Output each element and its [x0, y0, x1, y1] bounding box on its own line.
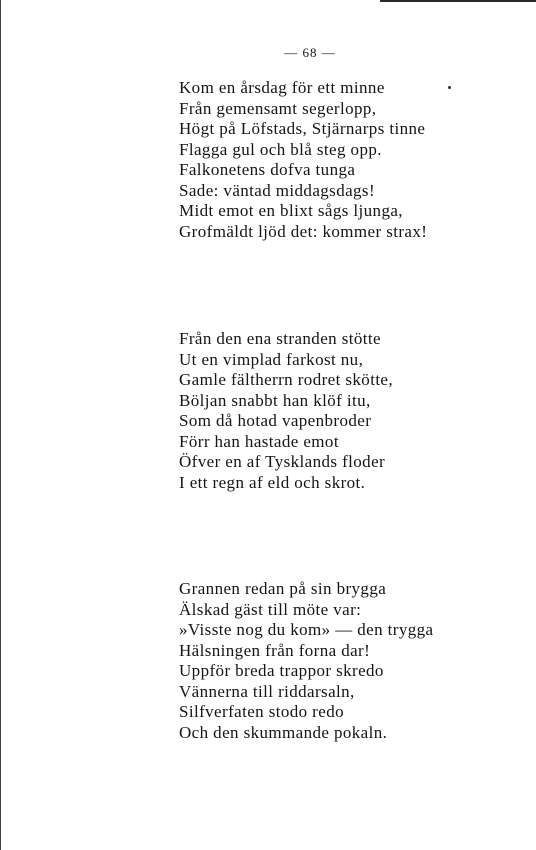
verse-line: »Visste nog du kom» — den trygga — [179, 620, 434, 639]
verse-line: Flagga gul och blå steg opp. — [179, 139, 382, 159]
verse-line: Vännerna till riddarsaln, — [179, 681, 355, 701]
verse-line: Sade: väntad middagsdags! — [179, 180, 376, 200]
left-edge-rule — [0, 0, 1, 850]
page-number: — 68 — — [284, 45, 336, 60]
verse-line: Och den skummande pokaln. — [179, 722, 388, 742]
top-edge-rule — [380, 0, 536, 2]
verse-line: Hälsningen från forna dar! — [179, 640, 371, 660]
verse-line: Som då hotad vapenbroder — [179, 411, 372, 430]
verse-line: I ett regn af eld och skrot. — [179, 472, 366, 492]
ink-speck — [448, 86, 451, 89]
stanza-1 — [179, 78, 427, 242]
verse-line: Uppför breda trappor skredo — [179, 661, 384, 680]
stanza-2 — [179, 329, 393, 493]
verse-line: Böljan snabbt han klöf itu, — [179, 390, 371, 410]
verse-line: Från den ena stranden stötte — [179, 329, 381, 348]
verse-line: Förr han hastade emot — [179, 431, 339, 451]
verse-line: Gamle fältherrn rodret skötte, — [179, 370, 394, 389]
verse-line: Grofmäldt ljöd det: kommer strax! — [179, 221, 428, 241]
verse-line: Grannen redan på sin brygga — [179, 579, 387, 598]
verse-line: Kom en årsdag för ett minne — [179, 78, 385, 97]
verse-line: Midt emot en blixt sågs ljunga, — [179, 201, 403, 220]
verse-line: Ut en vimplad farkost nu, — [179, 349, 364, 369]
verse-line: Högt på Löfstads, Stjärnarps tinne — [179, 119, 426, 138]
verse-line: Öfver en af Tysklands floder — [179, 452, 386, 471]
stanza-3 — [179, 579, 433, 743]
verse-line: Silfverfaten stodo redo — [179, 702, 344, 721]
verse-line: Falkonetens dofva tunga — [179, 160, 356, 179]
verse-line: Från gemensamt segerlopp, — [179, 98, 377, 118]
verse-line: Älskad gäst till möte var: — [179, 599, 362, 619]
